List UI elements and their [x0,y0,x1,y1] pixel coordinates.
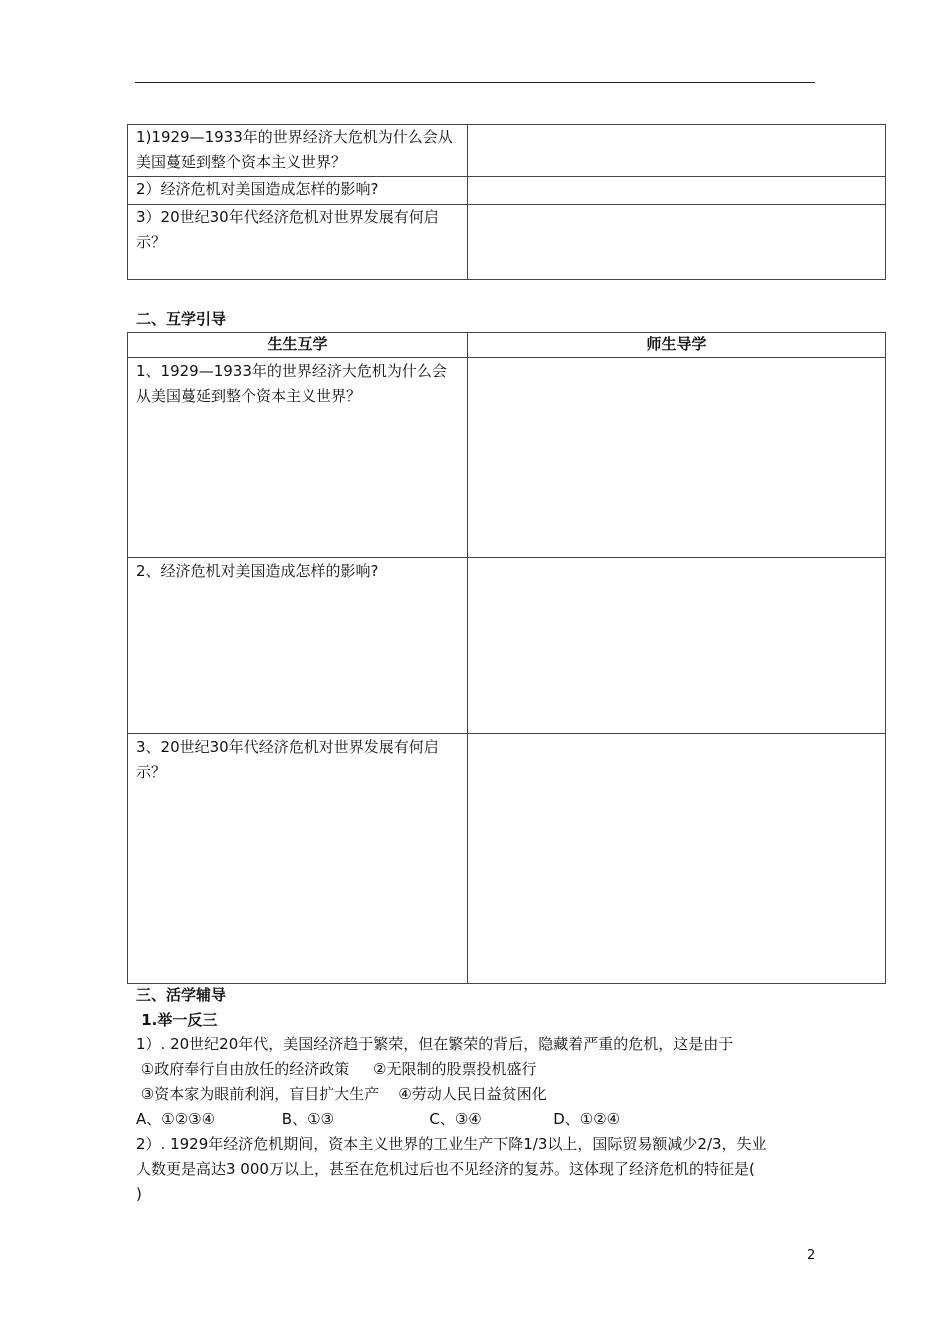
table-row [128,734,886,984]
answer-cell[interactable] [468,125,886,177]
answer-cell[interactable] [468,177,886,205]
question-stem: 人数更是高达3 000万以上，甚至在危机过后也不见经济的复苏。这体现了经济危机的特征是( [136,1160,755,1178]
section-title: 三、活学辅导 [136,986,227,1004]
column-header: 生生互学 [128,333,468,358]
table-row [128,205,886,280]
question-cell: 2）经济危机对美国造成怎样的影响? [128,177,468,205]
question-cell: 3、20世纪30年代经济危机对世界发展有何启示？ [128,734,468,984]
question-cell: 1、1929—1933年的世界经济大危机为什么会从美国蔓延到整个资本主义世界？ [128,358,468,558]
table-row [128,177,886,205]
question-stem: 2）. 1929年经济危机期间，资本主义世界的工业生产下降1/3以上，国际贸易额减少2/3，失业 [136,1135,767,1153]
question-cell: 2、经济危机对美国造成怎样的影响? [128,558,468,734]
section-title: 二、互学引导 [136,310,227,328]
review-questions-table [127,124,886,280]
answer-cell[interactable] [468,734,886,984]
header-rule [135,82,815,83]
question-cell: 3）20世纪30年代经济危机对世界发展有何启示？ [128,205,468,280]
table-row [128,125,886,177]
answer-cell[interactable] [468,558,886,734]
answer-cell[interactable] [468,358,886,558]
column-header: 师生导学 [468,333,886,358]
answer-choices: A、①②③④ B、①③ C、③④ D、①②④ [136,1110,621,1128]
question-stem: 1）. 20世纪20年代，美国经济趋于繁荣，但在繁荣的背后，隐藏着严重的危机，这是由于 [136,1035,734,1053]
question-stem: ) [136,1185,142,1203]
table-header-row [128,333,886,358]
option-line: ③资本家为眼前利润，盲目扩大生产 ④劳动人民日益贫困化 [136,1085,547,1103]
subsection-title: 1.举一反三 [136,1011,218,1029]
option-line: ①政府奉行自由放任的经济政策 ②无限制的股票投机盛行 [136,1060,537,1078]
question-cell: 1)1929—1933年的世界经济大危机为什么会从美国蔓延到整个资本主义世界？ [128,125,468,177]
mutual-learning-table [127,332,886,984]
table-row [128,358,886,558]
table-row [128,558,886,734]
page-number: 2 [807,1248,816,1263]
answer-cell[interactable] [468,205,886,280]
